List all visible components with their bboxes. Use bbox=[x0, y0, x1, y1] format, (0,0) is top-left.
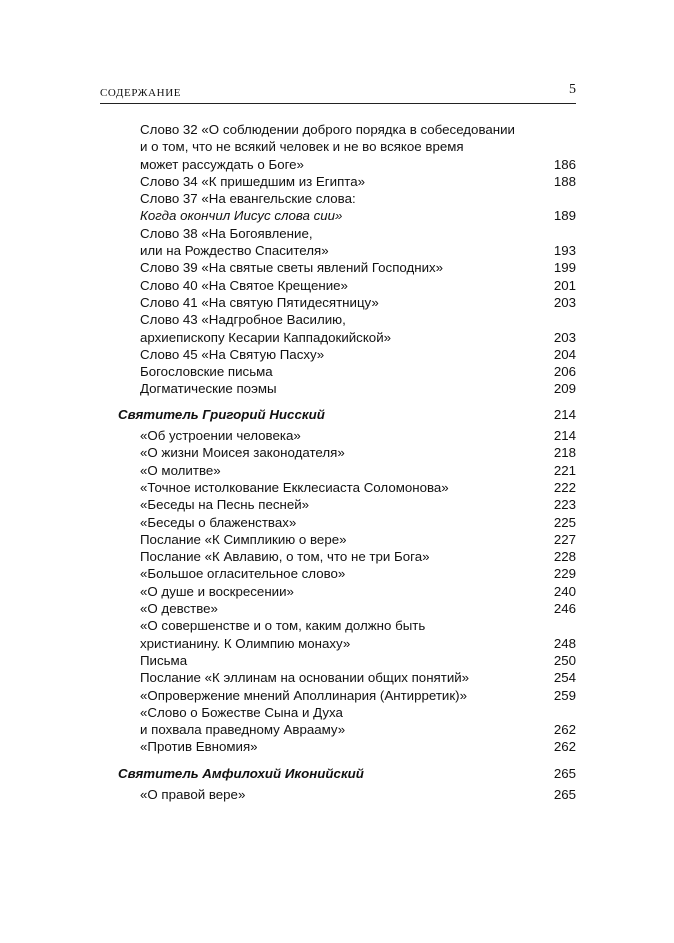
toc-entry-page: 228 bbox=[553, 549, 576, 565]
toc-entry[interactable] bbox=[118, 704, 576, 739]
section-title: Святитель Григорий Нисский bbox=[118, 406, 325, 422]
toc-entry-line: Догматические поэмы bbox=[140, 381, 277, 397]
toc-entry[interactable] bbox=[118, 514, 576, 531]
toc-entry-page: 189 bbox=[553, 208, 576, 224]
toc-entry-line: или на Рождество Спасителя» bbox=[140, 243, 329, 259]
toc-entry[interactable] bbox=[118, 496, 576, 513]
toc-entry-page: 201 bbox=[553, 277, 576, 293]
toc-entry-line: «Беседы о блаженствах» bbox=[140, 514, 297, 530]
toc-entry-page: 203 bbox=[553, 329, 576, 345]
toc-entry-page: 193 bbox=[553, 243, 576, 259]
toc-entry-page: 204 bbox=[553, 346, 576, 362]
toc-entry[interactable] bbox=[118, 786, 576, 803]
toc-entry-line: «О жизни Моисея законодателя» bbox=[140, 445, 345, 461]
toc-entry[interactable] bbox=[118, 565, 576, 582]
header-divider bbox=[100, 103, 576, 104]
toc-entry-line: Слово 38 «На Богоявление, bbox=[140, 225, 313, 241]
toc-entry-line: Когда окончил Иисус слова сии» bbox=[140, 208, 343, 224]
toc-entry-page: 259 bbox=[553, 687, 576, 703]
toc-entry-line: Послание «К Симпликию о вере» bbox=[140, 531, 347, 547]
toc-entry-page: 265 bbox=[553, 786, 576, 802]
toc-entry-line: Слово 43 «Надгробное Василию, bbox=[140, 312, 346, 328]
toc-entry-line: Слово 34 «К пришедшим из Египта» bbox=[140, 173, 366, 189]
toc-entry-page: 206 bbox=[553, 364, 576, 380]
toc-entry-page: 227 bbox=[553, 531, 576, 547]
toc-entry[interactable] bbox=[118, 738, 576, 755]
toc-entry-page: 250 bbox=[553, 652, 576, 668]
toc-entry[interactable] bbox=[118, 479, 576, 496]
toc-entry[interactable] bbox=[118, 669, 576, 686]
toc-entry-page: 214 bbox=[553, 428, 576, 444]
toc-entry[interactable] bbox=[118, 311, 576, 346]
toc-entry-line: «Беседы на Песнь песней» bbox=[140, 497, 310, 513]
toc-entry-line: Слово 41 «На святую Пятидесятницу» bbox=[140, 294, 379, 310]
toc-entry-line: Послание «К Авлавию, о том, что не три Бога» bbox=[140, 549, 430, 565]
toc-entry-page: 248 bbox=[553, 635, 576, 651]
toc-entry-line: «Против Евномия» bbox=[140, 739, 258, 755]
toc-entry[interactable] bbox=[118, 687, 576, 704]
toc-entry-page: 240 bbox=[553, 583, 576, 599]
section-title: Святитель Амфилохий Иконийский bbox=[118, 765, 364, 781]
toc-entry-line: может рассуждать о Боге» bbox=[140, 156, 304, 172]
toc-entry[interactable] bbox=[118, 617, 576, 652]
toc-entry-line: «Точное истолкование Екклесиаста Соломонова» bbox=[140, 479, 449, 495]
running-header bbox=[100, 82, 576, 102]
toc-entry-page: 221 bbox=[553, 462, 576, 478]
toc-entry-line: Богословские письма bbox=[140, 364, 273, 380]
toc-entry-page: 262 bbox=[553, 722, 576, 738]
toc-entry-line: «О молитве» bbox=[140, 462, 221, 478]
toc-section-amphilochius[interactable] bbox=[118, 765, 576, 782]
toc-entry[interactable] bbox=[118, 277, 576, 294]
section-page: 214 bbox=[553, 406, 576, 422]
toc-entry-page: 199 bbox=[553, 260, 576, 276]
toc-entry-line: «О правой вере» bbox=[140, 786, 246, 802]
toc-entry-page: 209 bbox=[553, 381, 576, 397]
toc-entry-line: христианину. К Олимпию монаху» bbox=[140, 635, 351, 651]
toc-entry-page: 186 bbox=[553, 156, 576, 172]
toc-entry[interactable] bbox=[118, 121, 576, 173]
toc-entry-line: «Опровержение мнений Аполлинария (Антирретик)» bbox=[140, 687, 467, 703]
toc-entry-line: и о том, что не всякий человек и не во всякое время bbox=[140, 139, 464, 155]
toc-entry[interactable] bbox=[118, 444, 576, 461]
header-page-number: 5 bbox=[569, 82, 576, 97]
toc-entry-line: «О душе и воскресении» bbox=[140, 583, 294, 599]
toc-entry[interactable] bbox=[118, 294, 576, 311]
toc-entry-line: Слово 40 «На Святое Крещение» bbox=[140, 277, 348, 293]
table-of-contents bbox=[118, 121, 576, 803]
toc-entry[interactable] bbox=[118, 583, 576, 600]
toc-entry-line: и похвала праведному Аврааму» bbox=[140, 722, 346, 738]
toc-group-amphilochius bbox=[118, 786, 576, 803]
toc-entry-page: 225 bbox=[553, 514, 576, 530]
toc-entry[interactable] bbox=[118, 427, 576, 444]
toc-entry-line: Слово 32 «О соблюдении доброго порядка в собеседовании bbox=[140, 122, 515, 137]
toc-entry-line: «Об устроении человека» bbox=[140, 428, 301, 444]
toc-entry[interactable] bbox=[118, 346, 576, 363]
toc-group-gregory-theologian bbox=[118, 121, 576, 398]
toc-entry[interactable] bbox=[118, 652, 576, 669]
toc-entry-page: 188 bbox=[553, 173, 576, 189]
toc-entry[interactable] bbox=[118, 173, 576, 190]
toc-entry-line: «Большое огласительное слово» bbox=[140, 566, 346, 582]
toc-entry[interactable] bbox=[118, 380, 576, 397]
toc-group-gregory-nyssa bbox=[118, 427, 576, 756]
toc-entry-line: Слово 45 «На Святую Пасху» bbox=[140, 346, 325, 362]
section-page: 265 bbox=[553, 765, 576, 781]
toc-entry-line: архиепископу Кесарии Каппадокийской» bbox=[140, 329, 392, 345]
toc-entry[interactable] bbox=[118, 548, 576, 565]
toc-entry-page: 254 bbox=[553, 670, 576, 686]
toc-entry-line: Послание «К эллинам на основании общих понятий» bbox=[140, 670, 470, 686]
toc-entry[interactable] bbox=[118, 363, 576, 380]
toc-entry-line: Письма bbox=[140, 652, 188, 668]
toc-entry[interactable] bbox=[118, 531, 576, 548]
toc-entry-page: 223 bbox=[553, 497, 576, 513]
toc-entry[interactable] bbox=[118, 259, 576, 276]
toc-entry-line: Слово 39 «На святые светы явлений Господних» bbox=[140, 260, 444, 276]
toc-entry-page: 203 bbox=[553, 294, 576, 310]
toc-section-gregory-nyssa[interactable] bbox=[118, 406, 576, 423]
toc-entry[interactable] bbox=[118, 600, 576, 617]
toc-entry-page: 246 bbox=[553, 601, 576, 617]
toc-entry-line: «Слово о Божестве Сына и Духа bbox=[140, 704, 343, 720]
toc-entry-line: Слово 37 «На евангельские слова: bbox=[140, 191, 356, 207]
toc-entry-page: 262 bbox=[553, 739, 576, 755]
header-title: СОДЕРЖАНИЕ bbox=[100, 87, 182, 99]
toc-entry[interactable] bbox=[118, 225, 576, 260]
toc-entry-line: «О девстве» bbox=[140, 601, 218, 617]
toc-entry[interactable] bbox=[118, 462, 576, 479]
toc-entry-page: 222 bbox=[553, 479, 576, 495]
toc-entry-page: 218 bbox=[553, 445, 576, 461]
toc-entry[interactable] bbox=[118, 190, 576, 225]
toc-entry-page: 229 bbox=[553, 566, 576, 582]
toc-entry-line: «О совершенстве и о том, каким должно быть bbox=[140, 618, 426, 634]
